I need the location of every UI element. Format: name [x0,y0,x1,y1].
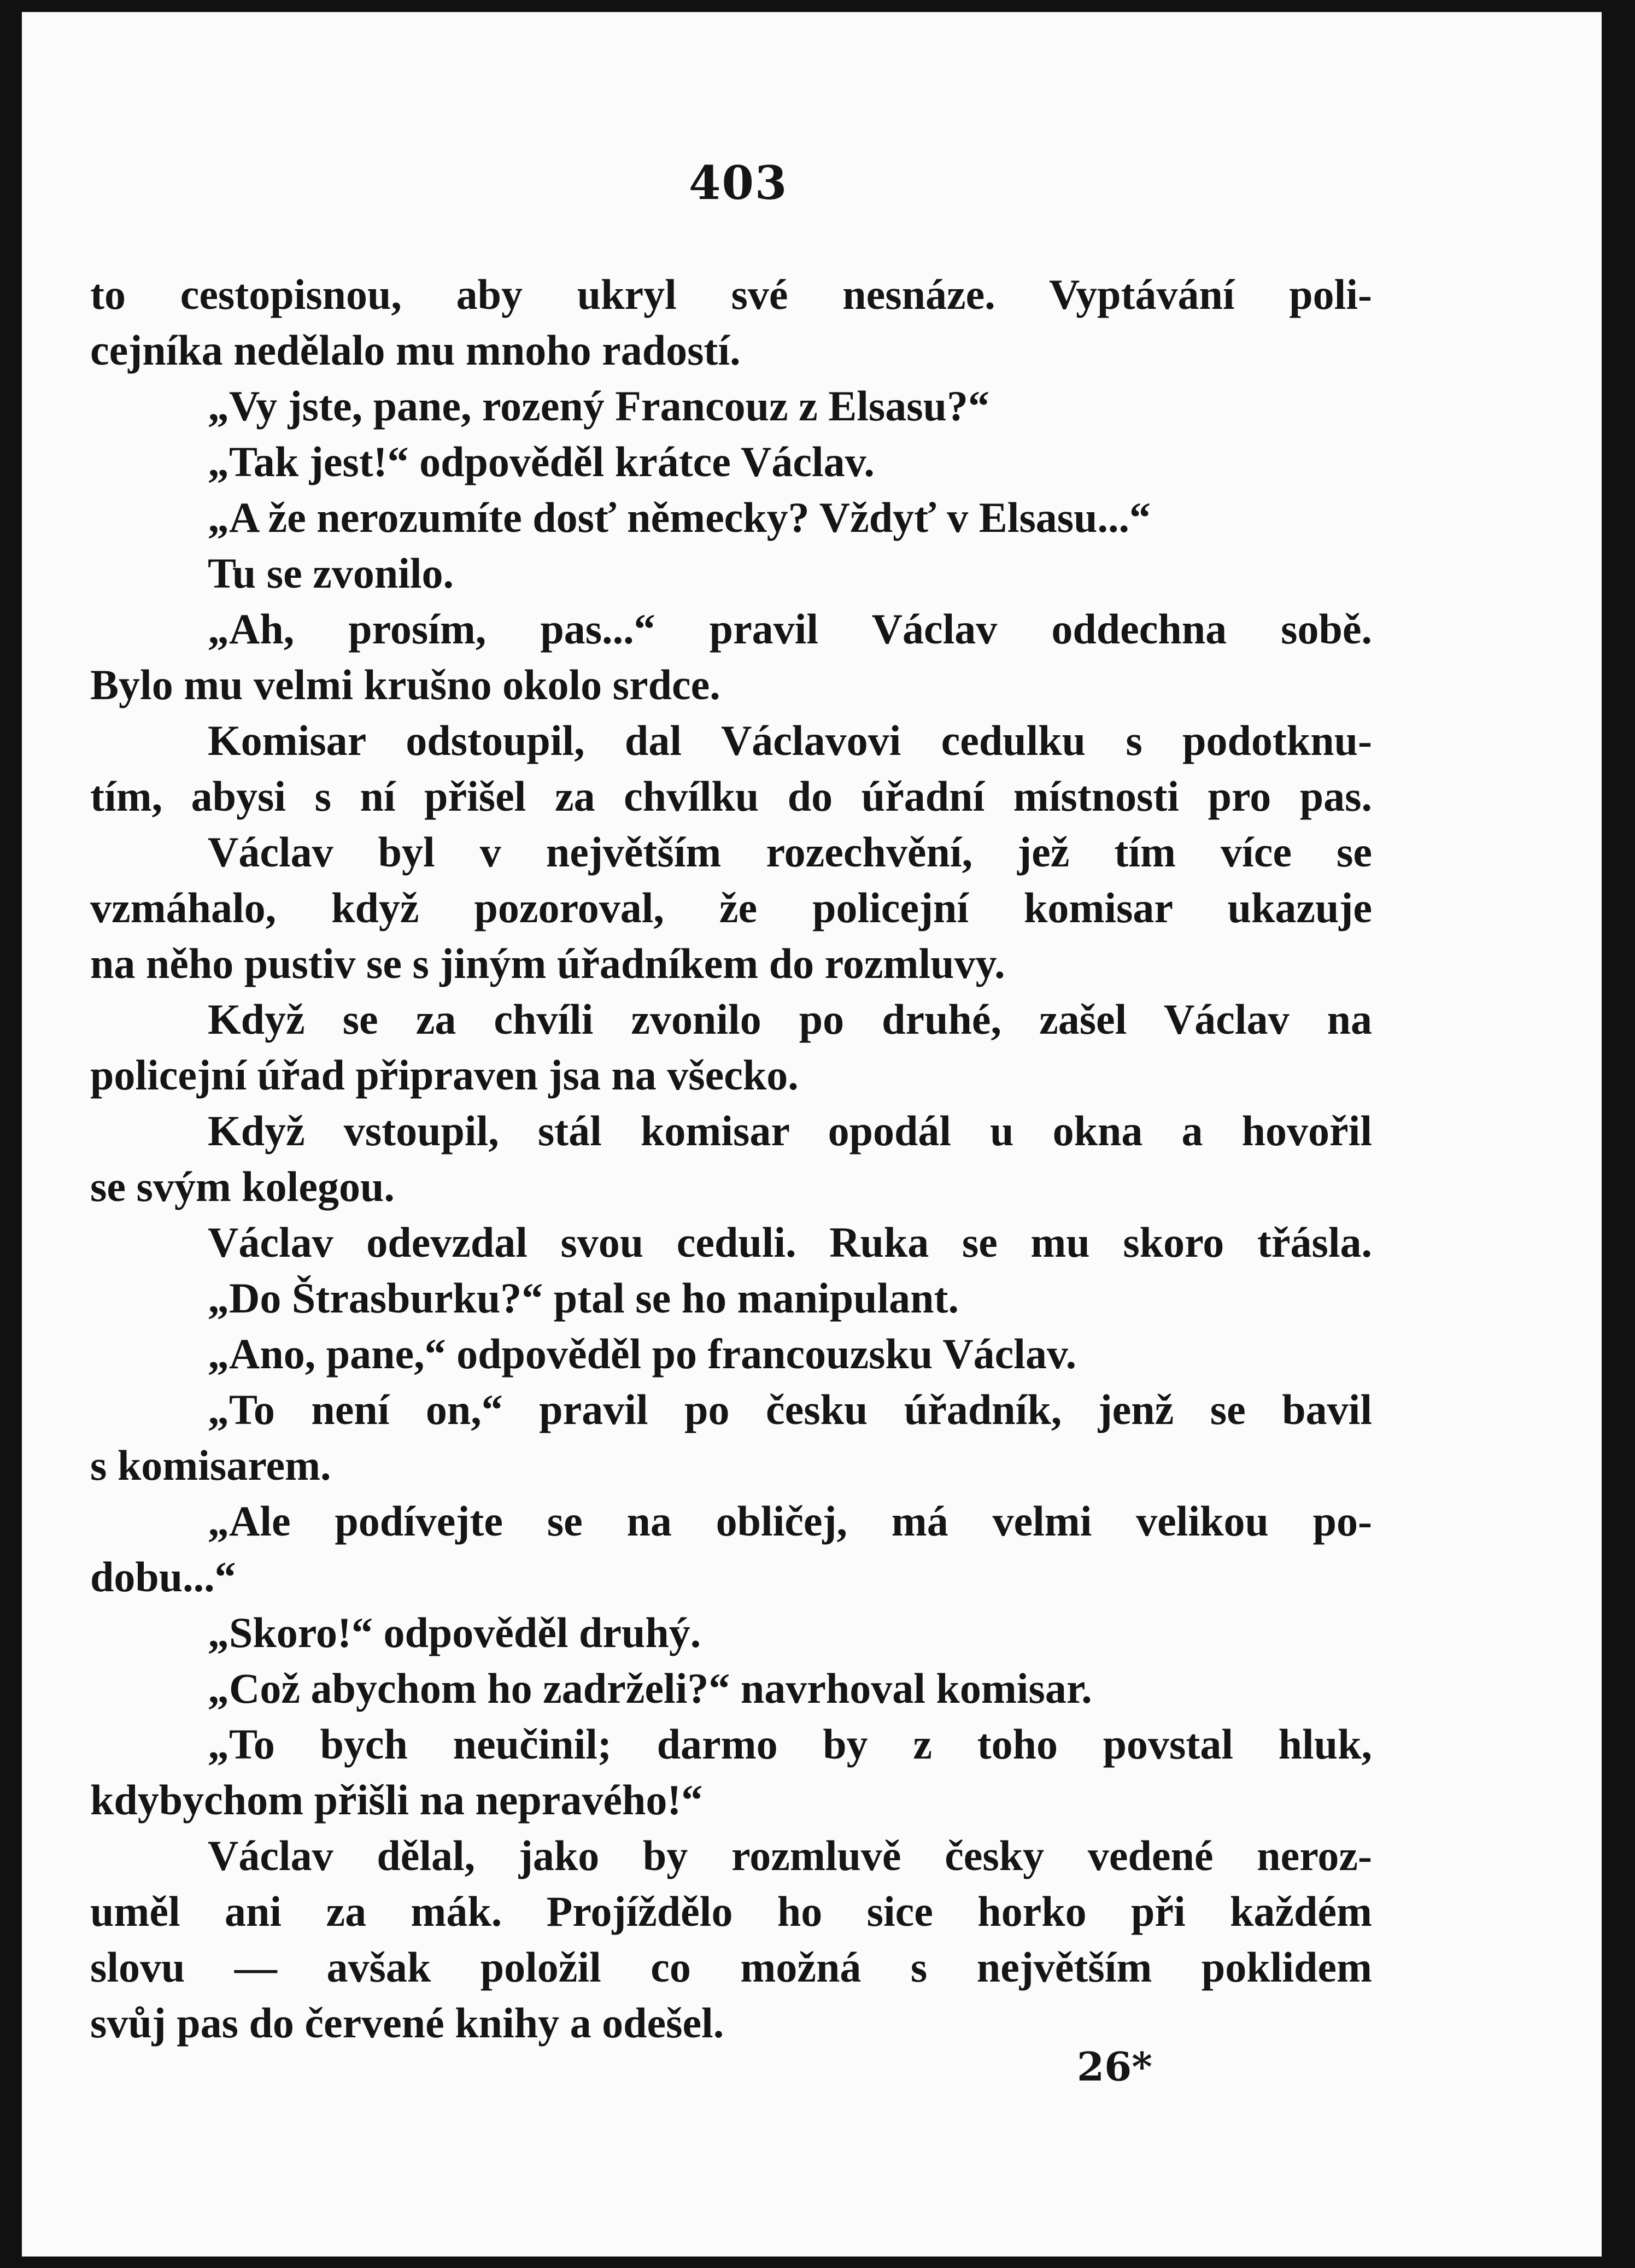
text-line: kdybychom přišli na nepravého!“ [90,1776,703,1824]
text-line: Když se za chvíli zvonilo po druhé, zašel Václav na [208,995,1372,1043]
text-line: vzmáhalo, když pozoroval, že policejní komisar ukazuje [90,884,1372,931]
text-line: Když vstoupil, stál komisar opodál u okna a hovořil [208,1107,1372,1154]
text-line: „To není on,“ pravil po česku úřadník, jenž se bavil [208,1386,1372,1433]
page-number: 403 [689,156,788,210]
text-line: uměl ani za mák. Projíždělo ho sice horko při každém [90,1888,1372,1935]
text-line: „Do Štrasburku?“ ptal se ho manipulant. [208,1274,959,1322]
text-line: „Ano, pane,“ odpověděl po francouzsku Václav. [208,1330,1077,1378]
scan-border-right [1602,0,1635,2268]
text-line: „A že nerozumíte dosť německy? Vždyť v Elsasu...“ [208,494,1151,541]
text-line: svůj pas do červené knihy a odešel. [90,1999,724,2047]
text-line: Komisar odstoupil, dal Václavovi cedulku s podotknu- [208,717,1372,764]
text-line: Václav byl v největším rozechvění, jež tím více se [208,828,1372,876]
text-line: policejní úřad připraven jsa na všecko. [90,1051,799,1099]
text-line: s komisarem. [90,1441,331,1489]
body-text [90,267,1372,2051]
scan-border-bottom [0,2257,1635,2268]
text-line: cejníka nedělalo mu mnoho radostí. [90,326,741,374]
text-line: „Což abychom ho zadrželi?“ navrhoval komisar. [208,1665,1092,1712]
text-line: dobu...“ [90,1553,236,1601]
text-line: „Vy jste, pane, rozený Francouz z Elsasu?“ [208,382,989,430]
text-line: slovu — avšak položil co možná s největším poklidem [90,1943,1372,1991]
text-line: Václav odevzdal svou ceduli. Ruka se mu skoro třásla. [208,1218,1372,1266]
text-line: na něho pustiv se s jiným úřadníkem do rozmluvy. [90,940,1005,987]
text-line: se svým kolegou. [90,1163,395,1210]
scan-border-top [0,0,1635,12]
scan-border-left [0,0,22,2268]
text-line: „Ale podívejte se na obličej, má velmi velikou po- [208,1497,1372,1545]
text-line: tím, abysi s ní přišel za chvílku do úřadní místnosti pro pas. [90,772,1372,820]
text-line: „Ah, prosím, pas...“ pravil Václav oddechna sobě. [208,605,1372,653]
signature-mark: 26* [1077,2043,1152,2090]
text-line: „To bych neučinil; darmo by z toho povstal hluk, [208,1720,1372,1768]
text-line: Václav dělal, jako by rozmluvě česky vedené neroz- [208,1832,1372,1879]
text-line: Bylo mu velmi krušno okolo srdce. [90,661,720,708]
text-line: Tu se zvonilo. [208,549,454,597]
text-line: „Tak jest!“ odpověděl krátce Václav. [208,438,875,485]
text-line: „Skoro!“ odpověděl druhý. [208,1609,701,1656]
text-line: to cestopisnou, aby ukryl své nesnáze. Vyptávání poli- [90,271,1372,318]
